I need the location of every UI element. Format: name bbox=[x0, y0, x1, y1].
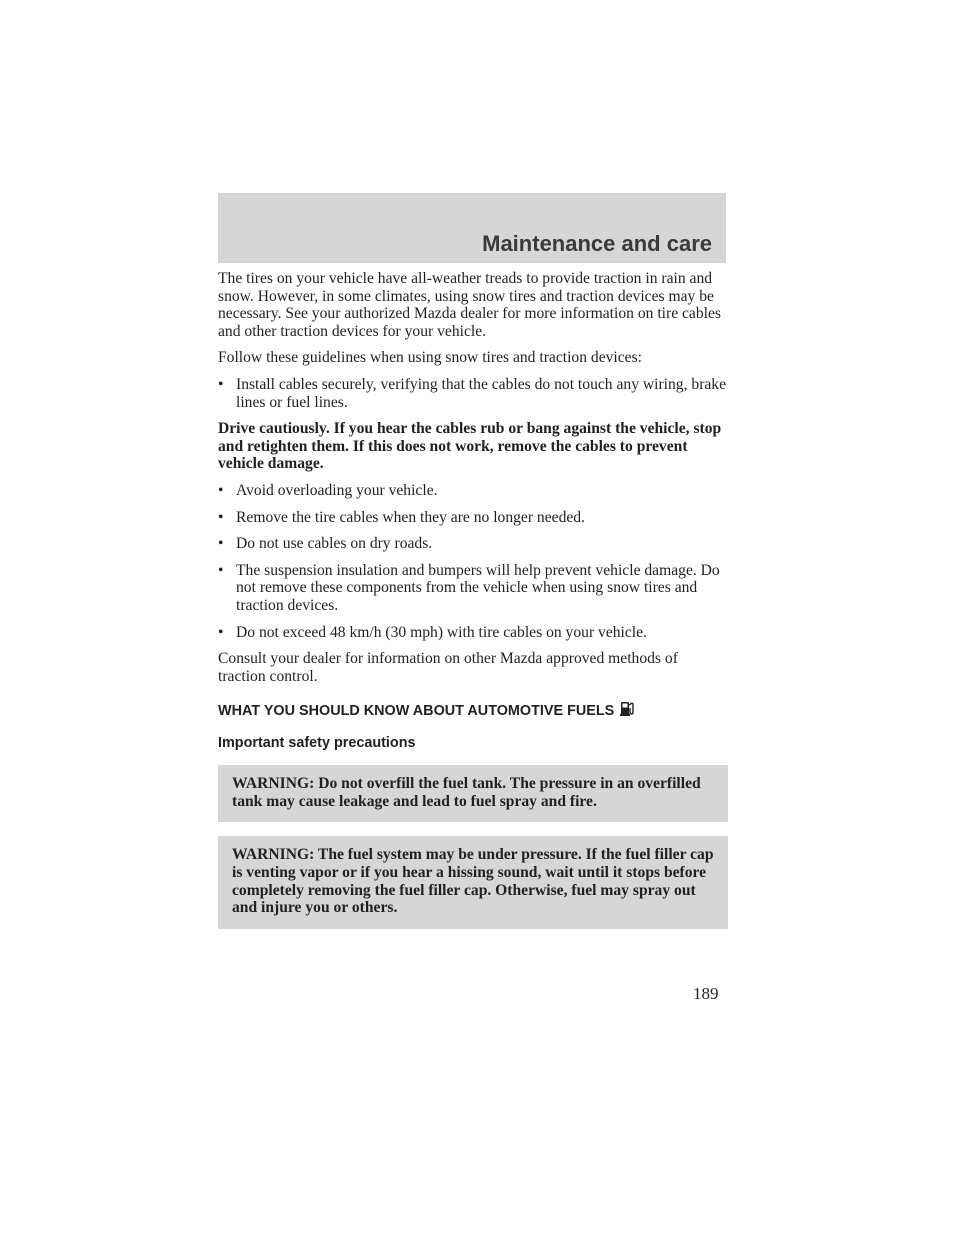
list-item-text: The suspension insulation and bumpers will help prevent vehicle damage. Do not remove these components from the vehicle when using snow tires and traction devices. bbox=[236, 561, 720, 614]
intro-paragraph: The tires on your vehicle have all-weather treads to provide traction in rain and snow. However, in some climates, using snow tires and traction devices may be necessary. See your authorized Mazda dealer for more information on tire cables and other traction devices for your vehicle. bbox=[218, 270, 721, 340]
section-title: Maintenance and care bbox=[482, 231, 712, 256]
fuel-pump-icon bbox=[620, 699, 636, 722]
warning-box: WARNING: Do not overfill the fuel tank. The pressure in an overfilled tank may cause leakage and lead to fuel spray and fire. bbox=[218, 765, 728, 822]
warning-box: WARNING: The fuel system may be under pressure. If the fuel filler cap is venting vapor or if you hear a hissing sound, wait until it stops before completely removing the fuel filler cap. Otherwise, fuel may spray out and injure you or others. bbox=[218, 836, 728, 928]
page-number: 189 bbox=[693, 984, 719, 1003]
fuels-heading bbox=[218, 699, 728, 722]
list-item bbox=[218, 562, 728, 615]
caution-paragraph: Drive cautiously. If you hear the cables rub or bang against the vehicle, stop and retighten them. If this does not work, remove the cables to prevent vehicle damage. bbox=[218, 420, 722, 473]
guidelines-lead: Follow these guidelines when using snow tires and traction devices: bbox=[218, 349, 642, 367]
list-item-text: Do not exceed 48 km/h (30 mph) with tire cables on your vehicle. bbox=[236, 623, 647, 641]
safety-subheading: Important safety precautions bbox=[218, 735, 416, 752]
list-item bbox=[218, 624, 728, 642]
list-item bbox=[218, 509, 728, 527]
list-item-text: Avoid overloading your vehicle. bbox=[236, 481, 438, 499]
list-item bbox=[218, 376, 728, 411]
bullet-glyph: • bbox=[218, 535, 224, 553]
bullet-glyph: • bbox=[218, 561, 224, 579]
list-item bbox=[218, 535, 728, 553]
section-header-band bbox=[218, 193, 726, 263]
consult-paragraph: Consult your dealer for information on other Mazda approved methods of traction control. bbox=[218, 650, 678, 685]
bullet-glyph: • bbox=[218, 508, 224, 526]
bullet-glyph: • bbox=[218, 481, 224, 499]
bullet-glyph: • bbox=[218, 623, 224, 641]
bullet-glyph: • bbox=[218, 375, 224, 393]
list-item-text: Do not use cables on dry roads. bbox=[236, 535, 433, 553]
list-item bbox=[218, 482, 728, 500]
page-content bbox=[218, 270, 728, 943]
list-item-text: Install cables securely, verifying that the cables do not touch any wiring, brake lines or fuel lines. bbox=[236, 375, 727, 411]
fuels-heading-text: WHAT YOU SHOULD KNOW ABOUT AUTOMOTIVE FUELS bbox=[218, 703, 615, 720]
list-item-text: Remove the tire cables when they are no longer needed. bbox=[236, 508, 585, 526]
